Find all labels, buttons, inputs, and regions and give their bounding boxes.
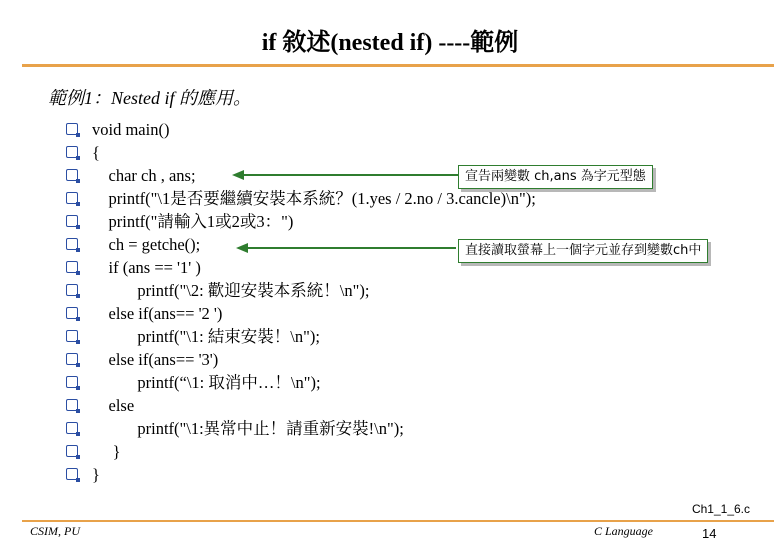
bullet-icon	[66, 307, 78, 319]
bullet-icon	[66, 146, 78, 158]
bullet-icon	[66, 422, 78, 434]
callout-declare: 宣告兩變數 ch,ans 為字元型態	[458, 165, 653, 189]
bullet-icon	[66, 445, 78, 457]
bullet-icon	[66, 330, 78, 342]
slide-title: if 敘述(nested if) ----範例	[261, 30, 519, 56]
title-divider	[22, 64, 774, 67]
bullet-icon	[66, 238, 78, 250]
file-reference: Ch1_1_6.c	[691, 502, 750, 516]
bullet-icon	[66, 376, 78, 388]
bullet-icon	[66, 399, 78, 411]
arrow-read-icon	[236, 239, 458, 255]
footer-institution: CSIM, PU	[30, 524, 80, 538]
bullet-icon	[66, 353, 78, 365]
bullet-icon	[66, 261, 78, 273]
arrow-declare-icon	[232, 167, 460, 183]
slide-subtitle: 範例1：Nested if 的應用。	[48, 88, 251, 108]
callout-read: 直接讀取螢幕上一個字元並存到變數ch中	[458, 239, 708, 263]
bullet-icon	[66, 192, 78, 204]
bullet-icon	[66, 123, 78, 135]
footer-course: C Language	[594, 524, 654, 538]
bullet-icon	[66, 468, 78, 480]
page-number: 14	[702, 526, 717, 541]
bullet-icon	[66, 215, 78, 227]
bullet-icon	[66, 284, 78, 296]
bullet-icon	[66, 169, 78, 181]
footer-divider	[22, 520, 774, 522]
